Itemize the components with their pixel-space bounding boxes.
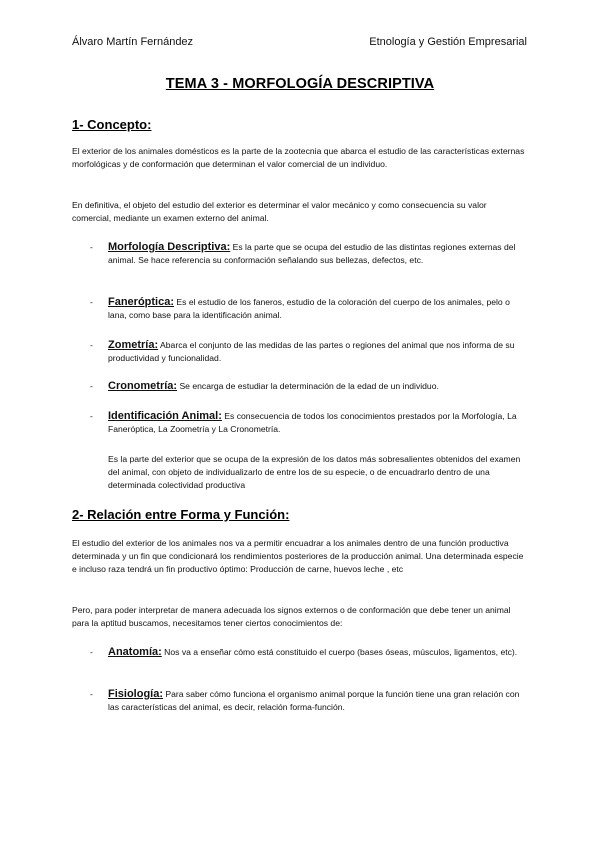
term-description: Es la parte que se ocupa del estudio de las distintas regiones externas del animal. Se hace referencia su conformación señalando sus bellezas, defectos, etc. bbox=[108, 242, 516, 265]
section-2-paragraph-2: Pero, para poder interpretar de manera adecuada los signos externos o de conformación que debe tener un animal para la aptitud buscamos, necesitamos tener ciertos conocimientos de: bbox=[72, 605, 511, 628]
header-author: Álvaro Martín Fernández bbox=[72, 36, 194, 48]
page-title: TEMA 3 - MORFOLOGÍA DESCRIPTIVA bbox=[165, 76, 435, 92]
term-description: Se encarga de estudiar la determinación de la edad de un individuo. bbox=[177, 381, 439, 391]
term-label: Identificación Animal: bbox=[108, 410, 222, 422]
term-label: Fisiología: bbox=[108, 688, 163, 700]
bullet-dash: - bbox=[90, 689, 93, 699]
term-description: Es el estudio de los faneros, estudio de la coloración del cuerpo de los animales, pelo o lana, como base para la identificación animal. bbox=[108, 297, 510, 320]
bullet-dash: - bbox=[90, 647, 93, 657]
section-1-paragraph-1: El exterior de los animales domésticos es la parte de la zootecnia que abarca el estudio de las características externas morfológicas y de conformación que determinan el valor comercial de un individuo. bbox=[72, 146, 525, 169]
bullet-dash: - bbox=[90, 297, 93, 307]
section-1-heading: 1- Concepto: bbox=[72, 117, 152, 132]
section-2-paragraph-1: El estudio del exterior de los animales nos va a permitir encuadrar a los animales dentro de una función productiva determinada y un fin que condicionará los rendimientos posteriores de la producción animal. Una determinada especie e incluso raza tendrá un fin productivo óptimo: Producción de carne, huevos leche , etc bbox=[72, 538, 524, 574]
section-2-heading: 2- Relación entre Forma y Función: bbox=[72, 507, 290, 522]
term-label: Cronometría: bbox=[108, 380, 178, 392]
bullet-dash: - bbox=[90, 381, 93, 391]
term-description: Es consecuencia de todos los conocimientos prestados por la Morfología, La Faneróptica, La Zoometría y La Cronometría. bbox=[108, 411, 517, 434]
bullet-dash: - bbox=[90, 242, 93, 252]
identificacion-extra-paragraph: Es la parte del exterior que se ocupa de la expresión de los datos más sobresalientes obtenidos del examen del animal, con objeto de individualizarlo de entre los de su especie, o de encuadrarlo dentro de una determinada colectividad productiva bbox=[108, 454, 521, 490]
term-description: Para saber cómo funciona el organismo animal porque la función tiene una gran relación con las características del animal, es decir, relación forma-función. bbox=[108, 689, 520, 712]
term-label: Faneróptica: bbox=[108, 296, 175, 308]
term-label: Morfología Descriptiva: bbox=[108, 241, 231, 253]
header-course: Etnología y Gestión Empresarial bbox=[369, 36, 527, 48]
bullet-dash: - bbox=[90, 411, 93, 421]
term-description: Nos va a enseñar cómo está constituido el cuerpo (bases óseas, músculos, ligamentos, etc). bbox=[161, 647, 518, 657]
term-description: Abarca el conjunto de las medidas de las partes o regiones del animal que nos informa de su productividad y funcionalidad. bbox=[108, 340, 515, 363]
bullet-dash: - bbox=[90, 340, 93, 350]
term-label: Zometría: bbox=[108, 339, 159, 351]
section-1-paragraph-2: En definitiva, el objeto del estudio del exterior es determinar el valor mecánico y como consecuencia su valor comercial, mediante un examen externo del animal. bbox=[72, 200, 487, 223]
term-label: Anatomía: bbox=[108, 646, 162, 658]
